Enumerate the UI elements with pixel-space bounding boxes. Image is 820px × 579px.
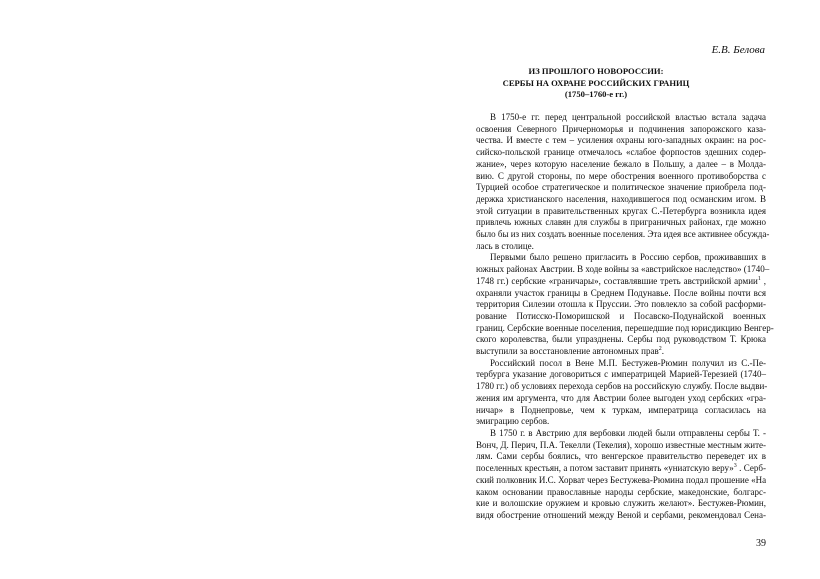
title-line: (1750–1760-е гг.) (564, 89, 628, 99)
footnote-ref[interactable]: 2 (658, 346, 662, 353)
text-line: лась в столице. (476, 240, 534, 251)
title-line: ИЗ ПРОШЛОГО НОВОРОССИИ: (528, 66, 664, 76)
text-line: было бы из них создать военные поселения. Эта идея все активнее обсужда- (476, 229, 770, 240)
text-line: В 1750 г. в Австрию для вербовки людей были отправлены сербы Т. - (490, 427, 766, 438)
text-line: ничар» в Поднепровье, чем к туркам, императрица согласилась на (476, 404, 766, 415)
title-line: СЕРБЫ НА ОХРАНЕ РОССИЙСКИХ ГРАНИЦ (502, 77, 690, 88)
text-line: Вонч, Д. Перич, П.А. Текелли (Текелия), хорошо известные местным жите- (476, 439, 766, 450)
text-line: охраняли участок границы в Среднем Подунавье. После войны почти вся (476, 287, 766, 298)
text-line: рование Потисско-Поморишской и Посавско-Подунайской военных (476, 310, 766, 321)
text-line: тербурга указание договориться с императрицей Марией-Терезией (1740– (476, 369, 766, 380)
article-body (476, 112, 774, 522)
text-line: освоения Северного Причерноморья и подчинения запорожского каза- (476, 123, 766, 134)
text-line: вию. С другой стороны, по мере обострения военного противоборства с (476, 170, 766, 181)
text-line: жения им аргумента, что для Австрии более выгоден уход сербских «гра- (476, 392, 766, 403)
text-line: держка христианского населения, находившегося под османским игом. В (476, 193, 766, 204)
text-line: привлечь южных славян для службы в приграничных районах, где можно (476, 217, 766, 228)
text-line: сийско-польской границе отмечалось «слабое форпостов здешних содер- (476, 147, 766, 158)
text-line: Турцией особое стратегическое и политическое значение приобрела под- (476, 182, 766, 193)
text-line: южных районах Австрии. В ходе войны за «австрийское наследство» (1740– (476, 264, 770, 275)
text-line: ского королевства, были упразднены. Сербы под руководством Т. Крюка (476, 334, 766, 345)
page-number: 39 (756, 538, 766, 549)
footnote-ref[interactable]: 3 (733, 463, 737, 470)
running-header-author: Е.В. Белова (711, 44, 765, 56)
text-line: 1780 гг.) об условиях перехода сербов на российскую службу. После выдви- (476, 381, 768, 392)
text-line: жание», через которую население бежало в Польшу, а далее – в Молда- (476, 158, 766, 169)
text-line: 1748 гг.) сербские «граничары», составлявшие треть австрийской армии$^1$ , (476, 275, 767, 286)
text-line: Российский посол в Вене М.П. Бестужев-Рюмин получил из С.-Пе- (490, 357, 766, 368)
text-line: границ. Сербские военные поселения, перешедшие под юрисдикцию Венгер- (476, 322, 774, 333)
text-line: кие и волошские оружием и кровью служить желают». Бестужев-Рюмин, (476, 498, 766, 509)
text-line: каком основании православные народы сербские, македонские, болгарс- (476, 486, 766, 497)
text-line: эмиграцию сербов. (476, 416, 550, 427)
text-line: поселенных крестьян, а потом заставит принять «униатскую веру»$^3$ . Серб- (476, 463, 766, 474)
text-line: Первыми было решено пригласить в Россию сербов, проживавших в (490, 252, 766, 263)
footnote-ref[interactable]: 1 (757, 275, 761, 282)
text-line: лям. Сами сербы боялись, что венгерское правительство переведет их в (476, 451, 766, 462)
text-line: выступили за восстановление автономных прав$^2$. (476, 346, 664, 357)
text-line: ский полковник И.С. Хорват через Бестужева-Рюмина подал прошение «На (476, 474, 767, 485)
article-title (476, 66, 716, 101)
text-line: видя обострение отношений между Веной и сербами, рекомендовал Сена- (476, 509, 766, 520)
text-line: этой ситуации в правительственных кругах С.-Петербурга возникла идея (476, 205, 766, 216)
text-line: территория Силезии отошла к Пруссии. Это повлекло за собой расформи- (476, 299, 766, 310)
text-line: чества. И вместе с тем – усиления охраны юго-западных окраин: на рос- (476, 135, 766, 146)
text-line: В 1750-е гг. перед центральной российской властью встала задача (490, 112, 766, 122)
